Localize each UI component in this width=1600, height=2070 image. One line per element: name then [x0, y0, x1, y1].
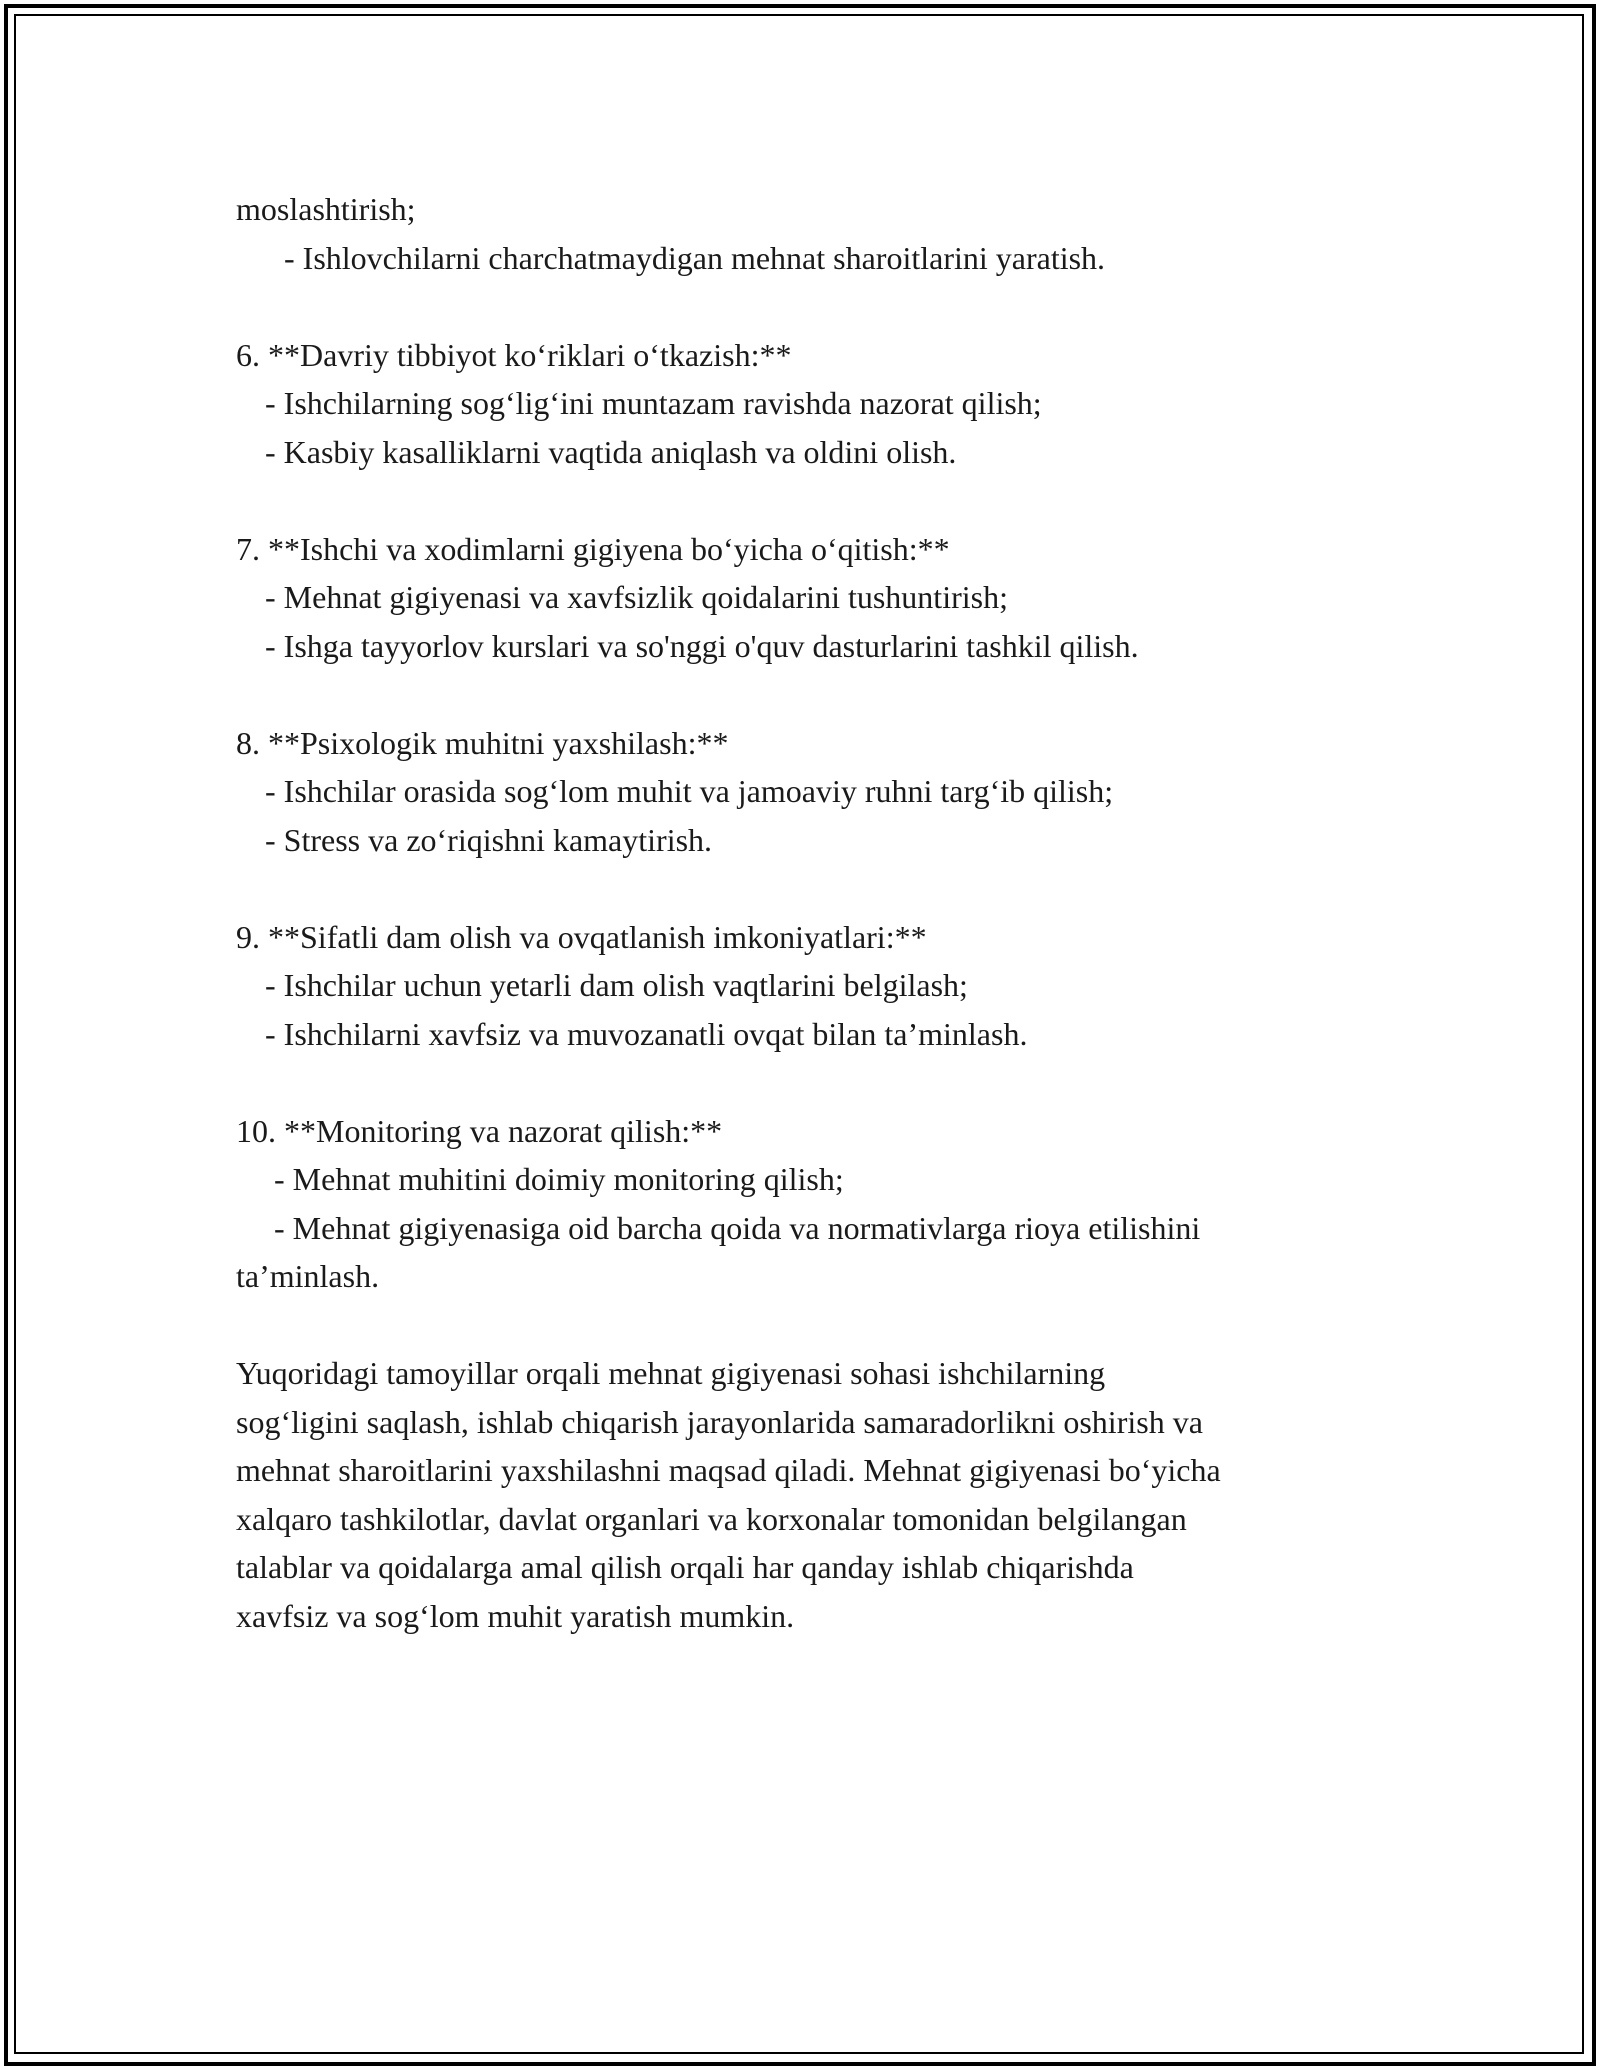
- text-line: moslashtirish;: [236, 191, 416, 227]
- blank-line: [236, 670, 1376, 719]
- list-item-continuation: ta’minlash.: [236, 1258, 380, 1294]
- list-item: - Mehnat muhitini doimiy monitoring qilish;: [274, 1161, 844, 1197]
- list-item: - Ishlovchilarni charchatmaydigan mehnat sharoitlarini yaratish.: [284, 239, 1106, 276]
- conclusion-line: xavfsiz va sog‘lom muhit yaratish mumkin.: [236, 1597, 795, 1634]
- list-item: - Stress va zo‘riqishni kamaytirish.: [265, 821, 713, 858]
- blank-line: [236, 1058, 1376, 1107]
- conclusion-line: talablar va qoidalarga amal qilish orqali har qanday ishlab chiqarishda: [236, 1549, 1134, 1585]
- list-item: - Mehnat gigiyenasiga oid barcha qoida va normativlarga rioya etilishini: [274, 1209, 1201, 1246]
- list-item: - Ishchilarni xavfsiz va muvozanatli ovqat bilan ta’minlash.: [265, 1015, 1028, 1052]
- blank-line: [236, 476, 1376, 525]
- section-heading: 10. **Monitoring va nazorat qilish:**: [236, 1112, 723, 1149]
- list-item: - Ishga tayyorlov kurslari va so'nggi o'quv dasturlarini tashkil qilish.: [265, 627, 1139, 664]
- document-body: [236, 185, 1376, 1640]
- list-item: - Kasbiy kasalliklarni vaqtida aniqlash va oldini olish.: [265, 433, 957, 470]
- conclusion-line: mehnat sharoitlarini yaxshilashni maqsad qiladi. Mehnat gigiyenasi bo‘yicha: [236, 1452, 1221, 1488]
- section-heading: 9. **Sifatli dam olish va ovqatlanish imkoniyatlari:**: [236, 918, 927, 955]
- blank-line: [236, 864, 1376, 913]
- section-heading: 8. **Psixologik muhitni yaxshilash:**: [236, 724, 729, 761]
- list-item: - Ishchilarning sog‘lig‘ini muntazam ravishda nazorat qilish;: [265, 385, 1042, 421]
- section-heading: 6. **Davriy tibbiyot ko‘riklari o‘tkazish:**: [236, 336, 792, 373]
- blank-line: [236, 1301, 1376, 1350]
- list-item: - Ishchilar orasida sog‘lom muhit va jamoaviy ruhni targ‘ib qilish;: [265, 773, 1114, 809]
- conclusion-line: xalqaro tashkilotlar, davlat organlari va korxonalar tomonidan belgilangan: [236, 1500, 1187, 1537]
- conclusion-line: Yuqoridagi tamoyillar orqali mehnat gigiyenasi sohasi ishchilarning: [236, 1355, 1106, 1391]
- conclusion-line: sog‘ligini saqlash, ishlab chiqarish jarayonlarida samaradorlikni oshirish va: [236, 1403, 1203, 1440]
- list-item: - Mehnat gigiyenasi va xavfsizlik qoidalarini tushuntirish;: [265, 579, 1008, 615]
- blank-line: [236, 282, 1376, 331]
- list-item: - Ishchilar uchun yetarli dam olish vaqtlarini belgilash;: [265, 967, 968, 1003]
- section-heading: 7. **Ishchi va xodimlarni gigiyena bo‘yicha o‘qitish:**: [236, 530, 950, 567]
